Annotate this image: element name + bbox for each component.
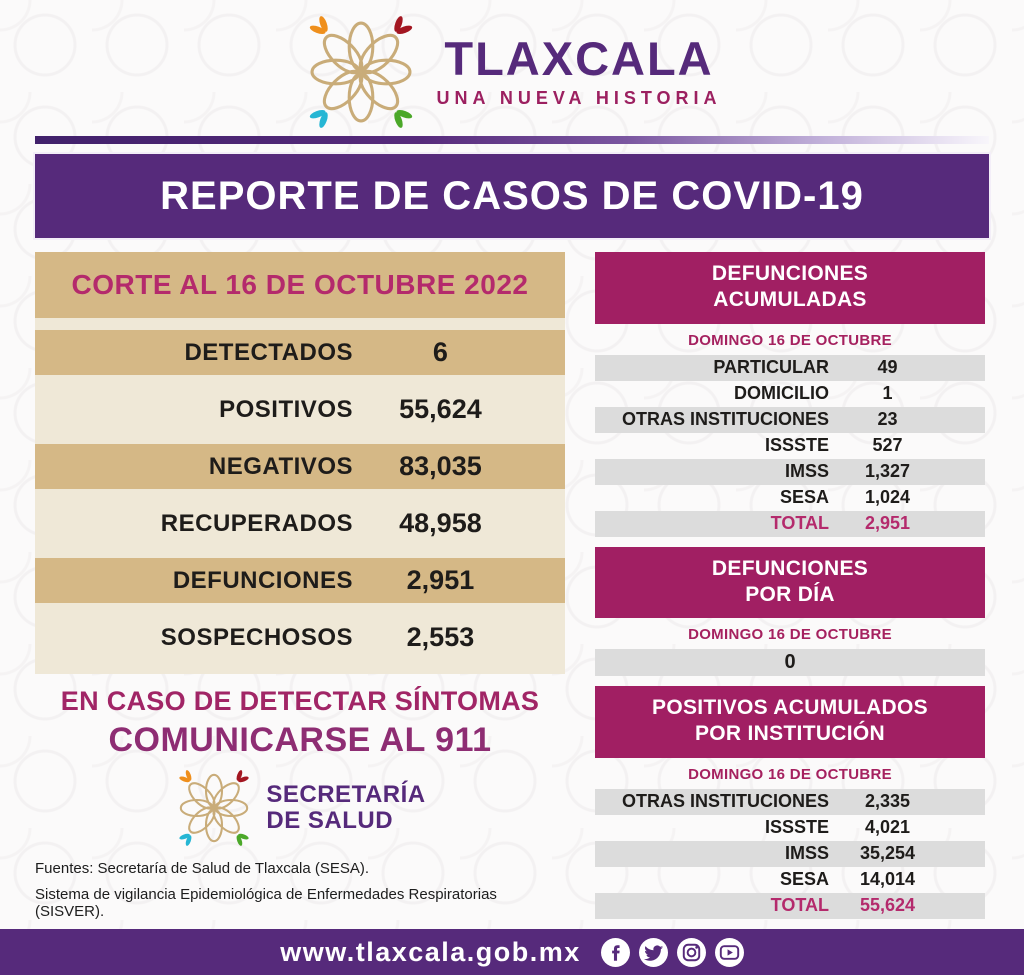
section-title-banner	[595, 252, 985, 324]
total-value: 55,624	[859, 895, 916, 915]
section-title-line1: DEFUNCIONES	[711, 556, 869, 580]
table-row-total	[595, 893, 985, 919]
tlaxcala-flower-icon	[302, 13, 420, 131]
row-value: 2,553	[406, 622, 475, 652]
social-icons	[601, 938, 744, 967]
section-title-line2: POR DÍA	[745, 582, 835, 606]
table-row	[595, 407, 985, 433]
section-title-line2: ACUMULADAS	[713, 288, 867, 312]
salud-logo-text	[266, 782, 425, 835]
section-date: DOMINGO 16 DE OCTUBRE	[688, 765, 892, 783]
deaths-per-day-value: 0	[595, 649, 985, 676]
row-label: OTRAS INSTITUCIONES	[621, 409, 829, 429]
table-row	[595, 841, 985, 867]
table-row	[35, 330, 565, 375]
sources-block	[35, 860, 565, 920]
row-label: ISSSTE	[764, 817, 829, 837]
table-row	[595, 789, 985, 815]
table-row	[595, 867, 985, 893]
section-title-line1: POSITIVOS ACUMULADOS	[652, 696, 928, 719]
main-content	[35, 252, 989, 929]
row-value: 6	[432, 337, 448, 367]
row-value: 49	[877, 357, 898, 377]
section-deaths-accumulated	[595, 252, 985, 537]
section-title-banner	[595, 547, 985, 619]
row-label: PARTICULAR	[713, 357, 829, 377]
total-label: TOTAL	[770, 513, 829, 533]
row-value: 23	[877, 409, 898, 429]
row-label: SESA	[779, 869, 829, 889]
row-value: 55,624	[399, 394, 482, 424]
total-value: 2,951	[864, 513, 911, 533]
left-column	[35, 252, 565, 929]
table-row	[35, 444, 565, 489]
row-value: 48,958	[399, 508, 482, 538]
symptoms-notice-line2: COMUNICARSE AL 911	[108, 721, 492, 759]
salud-logo-line2: DE SALUD	[266, 807, 394, 834]
row-label: SOSPECHOSOS	[160, 623, 353, 651]
row-label: RECUPERADOS	[160, 509, 353, 537]
table-row	[595, 815, 985, 841]
sources-line2: Sistema de vigilancia Epidemiológica de Enfermedades Respiratorias (SISVER).	[35, 886, 497, 920]
brand-tagline: UNA NUEVA HISTORIA	[436, 88, 722, 108]
row-label: DETECTADOS	[184, 338, 353, 366]
twitter-icon[interactable]	[639, 938, 668, 967]
row-value: 4,021	[864, 817, 911, 837]
table-row	[595, 459, 985, 485]
salud-flower-icon	[174, 768, 254, 848]
table-row	[35, 495, 565, 552]
row-value: 1,024	[864, 487, 911, 507]
row-value: 2,335	[864, 791, 911, 811]
summary-rows	[35, 318, 565, 666]
right-column	[595, 252, 985, 929]
symptoms-notice	[35, 686, 565, 760]
footer-bar	[0, 929, 1024, 975]
symptoms-notice-line1: EN CASO DE DETECTAR SÍNTOMAS	[60, 686, 540, 716]
row-value: 14,014	[859, 869, 916, 889]
sources-line1: Fuentes: Secretaría de Salud de Tlaxcala (SESA).	[35, 860, 370, 877]
row-label: OTRAS INSTITUCIONES	[621, 791, 829, 811]
section-title-banner	[595, 686, 985, 758]
salud-logo-line1: SECRETARÍA	[266, 780, 426, 808]
facebook-icon[interactable]	[601, 938, 630, 967]
header-divider	[35, 136, 989, 144]
table-row-total	[595, 511, 985, 537]
table-row	[595, 381, 985, 407]
section-positives-by-institution	[595, 686, 985, 919]
section-date: DOMINGO 16 DE OCTUBRE	[688, 626, 892, 643]
row-value: 1,327	[864, 461, 911, 481]
section-title-line2: POR INSTITUCIÓN	[694, 722, 885, 746]
row-value: 2,951	[406, 565, 475, 595]
website-url[interactable]: www.tlaxcala.gob.mx	[280, 936, 581, 967]
section-date: DOMINGO 16 DE OCTUBRE	[688, 331, 892, 349]
row-value: 35,254	[859, 843, 916, 863]
row-value: 1	[882, 383, 893, 403]
summary-header	[35, 252, 565, 318]
summary-panel	[35, 252, 565, 674]
row-label: IMSS	[784, 843, 829, 863]
row-label: IMSS	[784, 461, 829, 481]
total-label: TOTAL	[770, 895, 829, 915]
brand-name: TLAXCALA	[444, 32, 714, 85]
table-row	[595, 433, 985, 459]
row-label: NEGATIVOS	[208, 452, 353, 480]
table-row	[595, 485, 985, 511]
summary-header-label: CORTE AL 16 DE OCTUBRE 2022	[71, 269, 529, 300]
row-value: 83,035	[399, 451, 482, 481]
youtube-icon[interactable]	[715, 938, 744, 967]
row-label: POSITIVOS	[219, 395, 353, 423]
section-title-line1: DEFUNCIONES	[711, 262, 869, 285]
row-label: DEFUNCIONES	[172, 566, 353, 594]
brand-wordmark	[436, 32, 722, 109]
secretaria-salud-logo	[35, 768, 565, 848]
header	[0, 0, 1024, 132]
report-title-banner	[35, 154, 989, 238]
row-value: 527	[872, 435, 903, 455]
row-label: DOMICILIO	[734, 383, 829, 403]
report-title: REPORTE DE CASOS DE COVID-19	[160, 173, 864, 218]
row-label: ISSSTE	[764, 435, 829, 455]
section-deaths-per-day	[595, 547, 985, 677]
table-row	[35, 381, 565, 438]
table-row	[35, 609, 565, 666]
row-label: SESA	[779, 487, 829, 507]
instagram-icon[interactable]	[677, 938, 706, 967]
table-row	[35, 558, 565, 603]
table-row	[595, 355, 985, 381]
